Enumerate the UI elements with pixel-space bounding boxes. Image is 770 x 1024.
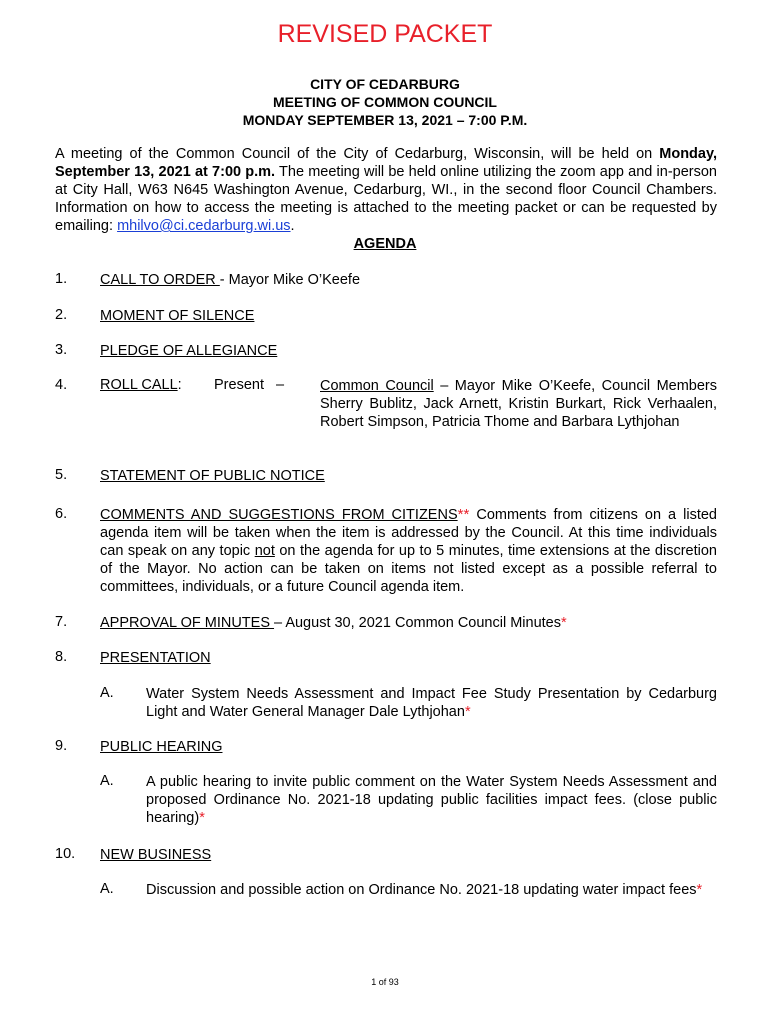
item-8-number: 8.	[55, 649, 68, 665]
item-10-number: 10.	[55, 846, 76, 862]
item-9a	[146, 773, 717, 827]
item-5-title: STATEMENT OF PUBLIC NOTICE	[100, 468, 325, 484]
item-10a-letter: A.	[100, 881, 114, 897]
page-number: 1 of 93	[371, 977, 399, 987]
item-9-title: PUBLIC HEARING	[100, 739, 223, 755]
meeting-heading: MEETING OF COMMON COUNCIL	[273, 94, 497, 110]
item-10a-text: Discussion and possible action on Ordinance No. 2021-18 updating water impact fees	[146, 882, 697, 898]
intro-text-1: A meeting of the Common Council of the City of Cedarburg, Wisconsin, will be held on	[55, 146, 660, 162]
item-9a-letter: A.	[100, 773, 114, 789]
item-8-title: PRESENTATION	[100, 650, 211, 666]
revised-packet-banner: REVISED PACKET	[277, 20, 493, 48]
item-8a-letter: A.	[100, 685, 114, 701]
item-7-star: *	[560, 615, 567, 631]
item-6-not: not	[254, 543, 275, 559]
item-1-number: 1.	[55, 271, 68, 287]
email-link[interactable]: mhilvo@ci.cedarburg.wi.us	[117, 218, 291, 234]
item-9-number: 9.	[55, 738, 68, 754]
item-3	[100, 342, 717, 360]
item-1	[100, 271, 717, 289]
roll-call-text: – Mayor Mike O’Keefe, Council Members Sherry Bublitz, Jack Arnett, Kristin Burkart, Rick Verhaalen, Robert Simpson, Patricia Thome and Barbara Lythjohan	[320, 378, 717, 430]
item-10-title: NEW BUSINESS	[100, 847, 212, 863]
item-8a	[146, 685, 717, 721]
item-10a-star: *	[696, 882, 703, 898]
item-5	[100, 467, 717, 485]
item-7-title: APPROVAL OF MINUTES	[100, 615, 275, 631]
item-3-title: PLEDGE OF ALLEGIANCE	[100, 343, 278, 359]
item-4-number: 4.	[55, 377, 68, 393]
city-heading: CITY OF CEDARBURG	[310, 76, 460, 92]
item-5-number: 5.	[55, 467, 68, 483]
item-6-title: COMMENTS AND SUGGESTIONS FROM CITIZENS	[100, 507, 458, 523]
item-7-number: 7.	[55, 614, 68, 630]
item-2-title: MOMENT OF SILENCE	[100, 308, 255, 324]
item-1-text: - Mayor Mike O’Keefe	[219, 272, 361, 288]
roll-call-label	[100, 377, 182, 393]
intro-text-2: The meeting will be held online utilizing the zoom app and in-person at City Hall, W63 N645 Washington Avenue, Cedarburg, WI., in the second floor Council Chambers. Information on how to access the meeting is attached to the meeting packet or can be requested by emailing:	[55, 164, 717, 234]
agenda-title: AGENDA	[353, 236, 417, 252]
item-6	[100, 506, 717, 596]
item-3-number: 3.	[55, 342, 68, 358]
item-7	[100, 614, 717, 632]
item-10	[100, 846, 717, 864]
item-8	[100, 649, 717, 667]
roll-call-members	[320, 377, 717, 431]
item-2-number: 2.	[55, 307, 68, 323]
date-heading: MONDAY SEPTEMBER 13, 2021 – 7:00 P.M.	[242, 112, 528, 128]
item-10a	[146, 881, 717, 899]
item-6-text-1: Comments from citizens on a listed agenda item will be taken when the item is addressed by the Council. At this time individuals can speak on any topic	[100, 507, 717, 559]
item-8a-text: Water System Needs Assessment and Impact Fee Study Presentation by Cedarburg Light and Water General Manager Dale Lythjohan	[146, 686, 717, 720]
item-6-number: 6.	[55, 506, 68, 522]
item-9	[100, 738, 717, 756]
item-7-text: – August 30, 2021 Common Council Minutes	[274, 615, 561, 631]
item-9a-text: A public hearing to invite public comment on the Water System Needs Assessment and proposed Ordinance No. 2021-18 updating public facilities impact fees. (close public hearing)	[146, 774, 717, 826]
item-8a-star: *	[464, 704, 471, 720]
item-2	[100, 307, 717, 325]
item-1-title: CALL TO ORDER	[100, 272, 220, 288]
item-9a-star: *	[199, 810, 205, 826]
roll-call-present: Present –	[214, 377, 285, 393]
intro-paragraph	[55, 145, 717, 235]
item-6-text-2: on the agenda for up to 5 minutes, time extensions at the discretion of the Mayor. No action can be taken on items not listed except as a possible referral to committees, individuals, or a future Council agenda item.	[100, 543, 717, 595]
roll-call-colon: :	[177, 377, 182, 393]
intro-end: .	[290, 218, 295, 234]
intro-meeting-date: Monday, September 13, 2021 at 7:00 p.m.	[55, 146, 717, 180]
common-council-label: Common Council	[320, 378, 434, 394]
item-6-stars: **	[457, 506, 470, 523]
roll-call-title: ROLL CALL	[100, 377, 178, 393]
